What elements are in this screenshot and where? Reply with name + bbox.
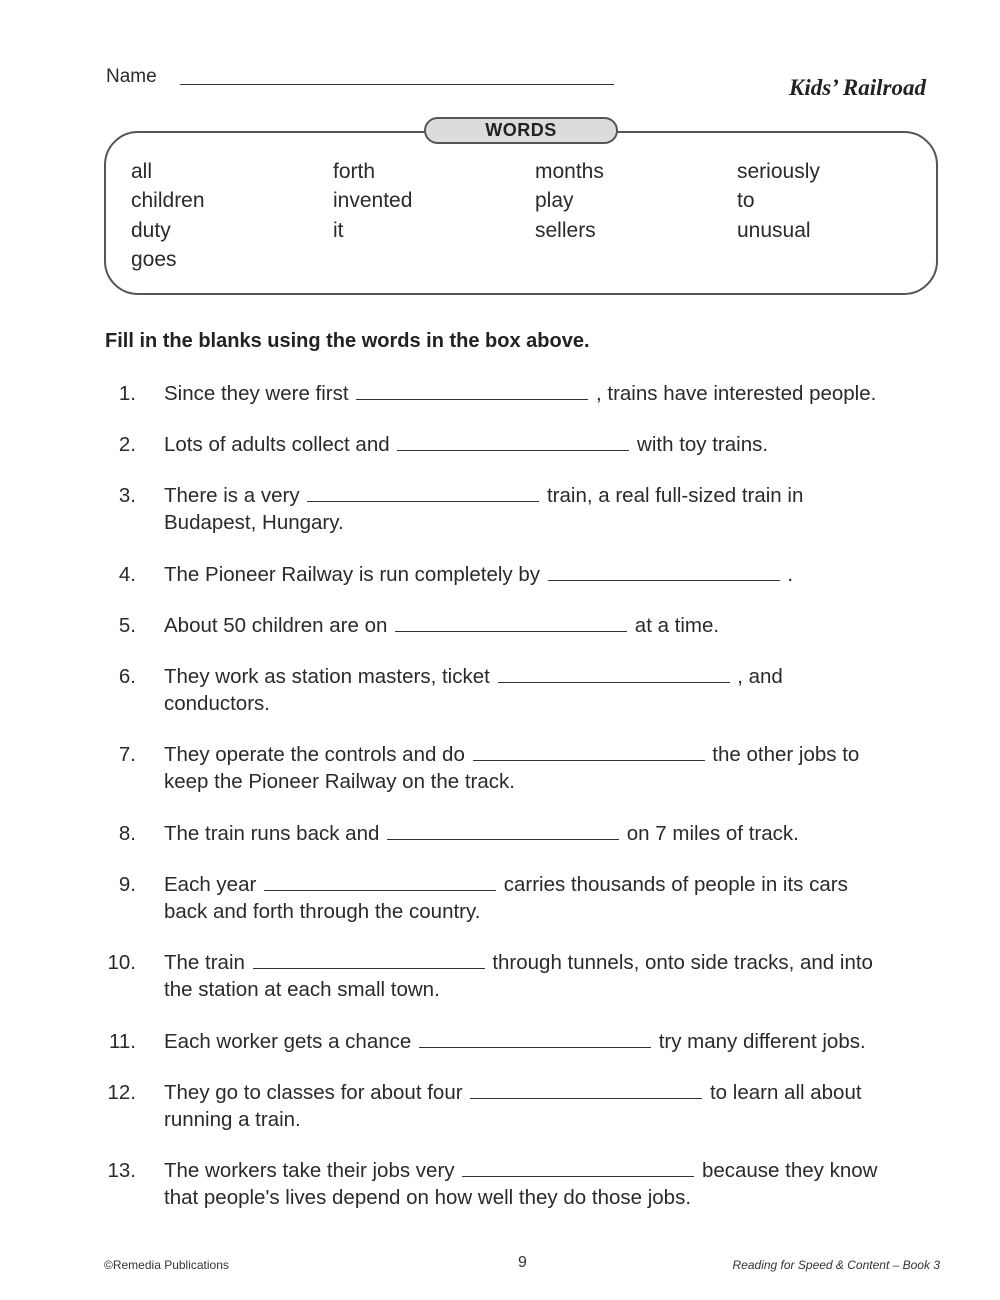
word-bank-item: duty bbox=[131, 219, 171, 242]
word-bank-item: it bbox=[333, 219, 344, 242]
word-bank-item: seriously bbox=[737, 160, 820, 183]
question-text: Lots of adults collect and bbox=[164, 433, 390, 456]
question-number: 8. bbox=[118, 822, 136, 845]
question-text: Budapest, Hungary. bbox=[164, 511, 344, 534]
word-bank-item: unusual bbox=[737, 219, 811, 242]
question-text: They go to classes for about four bbox=[164, 1081, 463, 1104]
answer-blank[interactable] bbox=[462, 1158, 694, 1177]
footer-book-title: Reading for Speed & Content – Book 3 bbox=[732, 1258, 940, 1272]
question-text: on 7 miles of track. bbox=[626, 822, 799, 845]
question-number: 12. bbox=[107, 1081, 136, 1104]
word-bank-item: invented bbox=[333, 189, 413, 212]
footer-publisher: ©Remedia Publications bbox=[104, 1258, 229, 1272]
question-text: that people's lives depend on how well they do those jobs. bbox=[164, 1186, 692, 1209]
word-box bbox=[104, 131, 938, 295]
question-number: 10. bbox=[107, 951, 136, 974]
question-text: back and forth through the country. bbox=[164, 900, 481, 923]
name-label: Name bbox=[106, 66, 157, 87]
question-text: the other jobs to bbox=[712, 743, 860, 766]
question-text: running a train. bbox=[164, 1108, 301, 1131]
question-text: , and bbox=[737, 665, 783, 688]
answer-blank[interactable] bbox=[387, 821, 619, 840]
answer-blank[interactable] bbox=[498, 664, 730, 683]
word-bank-item: to bbox=[737, 189, 755, 212]
word-bank-item: sellers bbox=[535, 219, 596, 242]
answer-blank[interactable] bbox=[264, 872, 496, 891]
word-bank-item: play bbox=[535, 189, 574, 212]
question-text: The workers take their jobs very bbox=[164, 1159, 455, 1182]
word-bank-item: all bbox=[131, 160, 153, 183]
answer-blank[interactable] bbox=[356, 381, 588, 400]
instructions: Fill in the blanks using the words in the box above. bbox=[105, 330, 590, 352]
question-text: with toy trains. bbox=[637, 433, 769, 456]
question-number: 3. bbox=[118, 484, 136, 507]
question-number: 5. bbox=[118, 614, 136, 637]
question-text: to learn all about bbox=[709, 1081, 862, 1104]
question-text: the station at each small town. bbox=[164, 978, 440, 1001]
question-text: About 50 children are on bbox=[164, 614, 388, 637]
answer-blank[interactable] bbox=[395, 613, 627, 632]
word-bank-item: months bbox=[535, 160, 604, 183]
answer-blank[interactable] bbox=[470, 1080, 702, 1099]
question-text: Each worker gets a chance bbox=[164, 1030, 412, 1053]
page-title: Kids’ Railroad bbox=[789, 75, 926, 100]
question-number: 11. bbox=[109, 1030, 136, 1053]
question-text: keep the Pioneer Railway on the track. bbox=[164, 770, 515, 793]
name-field[interactable] bbox=[180, 84, 614, 85]
question-number: 2. bbox=[118, 433, 136, 456]
question-text: There is a very bbox=[164, 484, 300, 507]
question-text: . bbox=[787, 563, 794, 586]
question-text: The train runs back and bbox=[164, 822, 380, 845]
question-text: They operate the controls and do bbox=[164, 743, 465, 766]
question-text: try many different jobs. bbox=[658, 1030, 866, 1053]
question-text: carries thousands of people in its cars bbox=[503, 873, 848, 896]
answer-blank[interactable] bbox=[307, 483, 539, 502]
word-bank-item: forth bbox=[333, 160, 376, 183]
question-number: 1. bbox=[118, 382, 136, 405]
question-number: 4. bbox=[118, 563, 136, 586]
word-bank-item: children bbox=[131, 189, 205, 212]
word-bank-item: goes bbox=[131, 248, 177, 271]
question-number: 13. bbox=[107, 1159, 136, 1182]
answer-blank[interactable] bbox=[419, 1029, 651, 1048]
question-text: Since they were first bbox=[164, 382, 349, 405]
question-text: Each year bbox=[164, 873, 257, 896]
question-text: because they know bbox=[701, 1159, 878, 1182]
question-text: through tunnels, onto side tracks, and into bbox=[492, 951, 873, 974]
question-text: They work as station masters, ticket bbox=[164, 665, 490, 688]
answer-blank[interactable] bbox=[397, 432, 629, 451]
question-text: at a time. bbox=[634, 614, 720, 637]
answer-blank[interactable] bbox=[548, 562, 780, 581]
word-box-label: WORDS bbox=[424, 117, 618, 144]
question-text: train, a real full-sized train in bbox=[546, 484, 804, 507]
question-number: 9. bbox=[118, 873, 136, 896]
question-text: The train bbox=[164, 951, 245, 974]
question-text: conductors. bbox=[164, 692, 270, 715]
question-text: The Pioneer Railway is run completely by bbox=[164, 563, 540, 586]
question-text: , trains have interested people. bbox=[595, 382, 877, 405]
question-number: 6. bbox=[118, 665, 136, 688]
page-number: 9 bbox=[518, 1254, 527, 1271]
question-number: 7. bbox=[118, 743, 136, 766]
answer-blank[interactable] bbox=[253, 950, 485, 969]
answer-blank[interactable] bbox=[473, 742, 705, 761]
